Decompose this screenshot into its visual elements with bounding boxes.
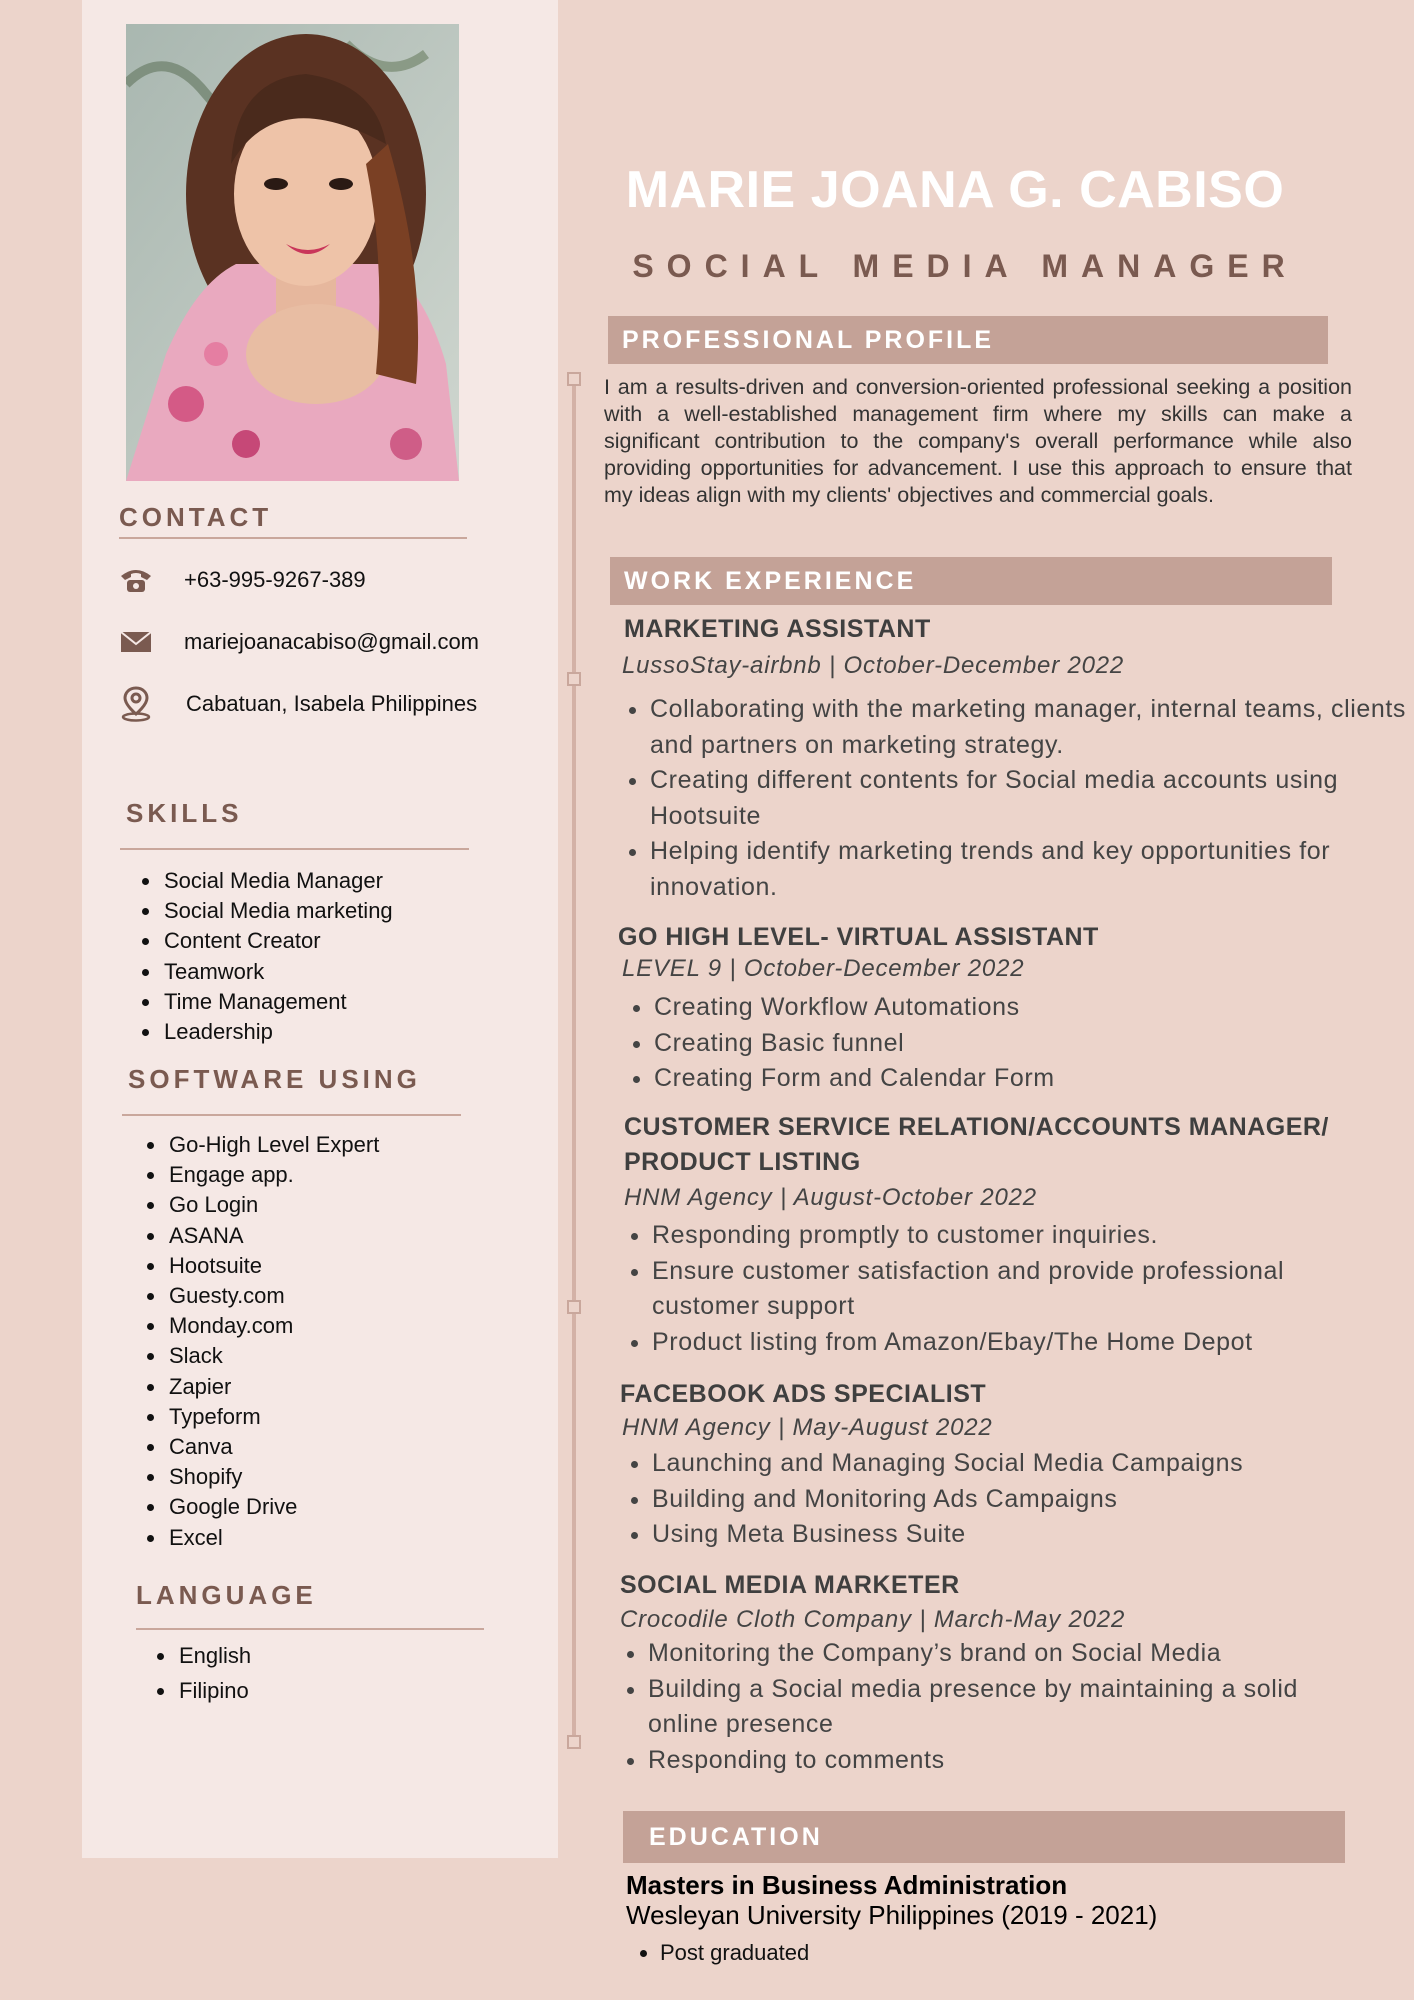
location-text: Cabatuan, Isabela Philippines bbox=[186, 691, 478, 716]
education-banner: EDUCATION bbox=[623, 1811, 1345, 1863]
list-item: • Hootsuite bbox=[167, 1251, 379, 1281]
list-item: • Engage app. bbox=[167, 1160, 379, 1190]
skills-divider bbox=[120, 848, 469, 850]
list-item: • Creating Form and Calendar Form bbox=[654, 1061, 1055, 1097]
list-item: • Leadership bbox=[162, 1017, 393, 1047]
list-item: • Creating Basic funnel bbox=[654, 1026, 1055, 1062]
list-item: • Canva bbox=[167, 1432, 379, 1462]
list-item: • Go Login bbox=[167, 1190, 379, 1220]
list-item: • English bbox=[177, 1638, 251, 1673]
list-item: • Typeform bbox=[167, 1402, 379, 1432]
envelope-icon bbox=[118, 626, 154, 658]
contact-email bbox=[118, 622, 479, 662]
list-item: • Go-High Level Expert bbox=[167, 1130, 379, 1160]
profile-text: I am a results-driven and conversion-oriented professional seeking a position with a well-established management firm where my skills can make a significant contribution to the company's overall performance while also providing opportunities for advancement. I use this approach to ensure that my ideas align with my clients' objectives and commercial goals. bbox=[604, 375, 1352, 507]
job-subtitle: Crocodile Cloth Company | March-May 2022 bbox=[620, 1606, 1126, 1633]
list-item: • Building and Monitoring Ads Campaigns bbox=[652, 1482, 1243, 1518]
education-degree: Masters in Business Administration bbox=[626, 1870, 1068, 1900]
list-item: • Ensure customer satisfaction and provide professional customer support bbox=[652, 1254, 1392, 1325]
job-bullets bbox=[620, 692, 1414, 905]
timeline-node bbox=[567, 372, 581, 386]
job-title: CUSTOMER SERVICE RELATION/ACCOUNTS MANAGER/ PRODUCT LISTING bbox=[624, 1113, 1329, 1176]
list-item: • Building a Social media presence by maintaining a solid online presence bbox=[648, 1672, 1328, 1743]
email-address[interactable]: mariejoanacabiso@gmail.com bbox=[184, 629, 480, 654]
list-item: • Time Management bbox=[162, 987, 393, 1017]
list-item: • Guesty.com bbox=[167, 1281, 379, 1311]
language-list bbox=[137, 1638, 251, 1708]
contact-location bbox=[118, 684, 477, 724]
education-school: Wesleyan University Philippines (2019 - 2021) bbox=[626, 1900, 1158, 1930]
list-item: • Helping identify marketing trends and key opportunities for innovation. bbox=[650, 834, 1414, 905]
list-item: • Teamwork bbox=[162, 957, 393, 987]
language-heading: LANGUAGE bbox=[136, 1580, 317, 1610]
job-title: GO HIGH LEVEL- VIRTUAL ASSISTANT bbox=[618, 923, 1099, 951]
list-item: • Creating different contents for Social media accounts using Hootsuite bbox=[650, 763, 1414, 834]
job-bullets bbox=[618, 1636, 1328, 1778]
language-divider bbox=[136, 1628, 484, 1630]
timeline-node bbox=[567, 1300, 581, 1314]
job-subtitle: HNM Agency | August-October 2022 bbox=[624, 1184, 1037, 1211]
list-item: • Filipino bbox=[177, 1673, 251, 1708]
software-list bbox=[127, 1130, 379, 1553]
job-subtitle: LEVEL 9 | October-December 2022 bbox=[622, 955, 1025, 982]
job-subtitle: LussoStay-airbnb | October-December 2022 bbox=[622, 652, 1125, 679]
list-item: • Responding promptly to customer inquiries. bbox=[652, 1218, 1392, 1254]
candidate-role: SOCIAL MEDIA MANAGER bbox=[632, 248, 1298, 284]
job-bullets bbox=[624, 990, 1055, 1097]
list-item: • Product listing from Amazon/Ebay/The Home Depot bbox=[652, 1325, 1392, 1361]
list-item: • Zapier bbox=[167, 1372, 379, 1402]
list-item: • Responding to comments bbox=[648, 1743, 1328, 1779]
job-title: FACEBOOK ADS SPECIALIST bbox=[620, 1380, 987, 1408]
list-item: • Social Media Manager bbox=[162, 866, 393, 896]
list-item: • ASANA bbox=[167, 1221, 379, 1251]
phone-icon bbox=[118, 564, 154, 596]
contact-divider bbox=[119, 537, 467, 539]
education-bullets bbox=[634, 1940, 809, 1966]
location-pin-icon bbox=[118, 688, 154, 720]
phone-number[interactable]: +63-995-9267-389 bbox=[184, 567, 366, 592]
timeline-line bbox=[572, 378, 576, 1742]
timeline-node bbox=[567, 672, 581, 686]
skills-list bbox=[122, 866, 393, 1047]
list-item: • Post graduated bbox=[660, 1940, 809, 1966]
list-item: • Slack bbox=[167, 1341, 379, 1371]
job-bullets bbox=[622, 1446, 1243, 1553]
contact-phone bbox=[118, 560, 366, 600]
software-heading: SOFTWARE USING bbox=[128, 1064, 421, 1094]
skills-heading: SKILLS bbox=[126, 798, 243, 828]
job-title: MARKETING ASSISTANT bbox=[624, 615, 931, 643]
list-item: • Content Creator bbox=[162, 926, 393, 956]
profile-banner: PROFESSIONAL PROFILE bbox=[608, 316, 1328, 364]
experience-banner: WORK EXPERIENCE bbox=[610, 557, 1332, 605]
list-item: • Google Drive bbox=[167, 1492, 379, 1522]
list-item: • Shopify bbox=[167, 1462, 379, 1492]
timeline-node bbox=[567, 1735, 581, 1749]
job-title: SOCIAL MEDIA MARKETER bbox=[620, 1571, 960, 1599]
list-item: • Social Media marketing bbox=[162, 896, 393, 926]
list-item: • Collaborating with the marketing manager, internal teams, clients and partners on marketing strategy. bbox=[650, 692, 1414, 763]
candidate-name: MARIE JOANA G. CABISO bbox=[625, 161, 1285, 219]
list-item: • Creating Workflow Automations bbox=[654, 990, 1055, 1026]
list-item: • Excel bbox=[167, 1523, 379, 1553]
job-subtitle: HNM Agency | May-August 2022 bbox=[622, 1414, 993, 1441]
software-divider bbox=[122, 1114, 461, 1116]
list-item: • Monday.com bbox=[167, 1311, 379, 1341]
list-item: • Using Meta Business Suite bbox=[652, 1517, 1243, 1553]
list-item: • Monitoring the Company’s brand on Social Media bbox=[648, 1636, 1328, 1672]
list-item: • Launching and Managing Social Media Campaigns bbox=[652, 1446, 1243, 1482]
job-bullets bbox=[622, 1218, 1392, 1360]
profile-photo bbox=[126, 24, 459, 481]
contact-heading: CONTACT bbox=[119, 502, 273, 532]
